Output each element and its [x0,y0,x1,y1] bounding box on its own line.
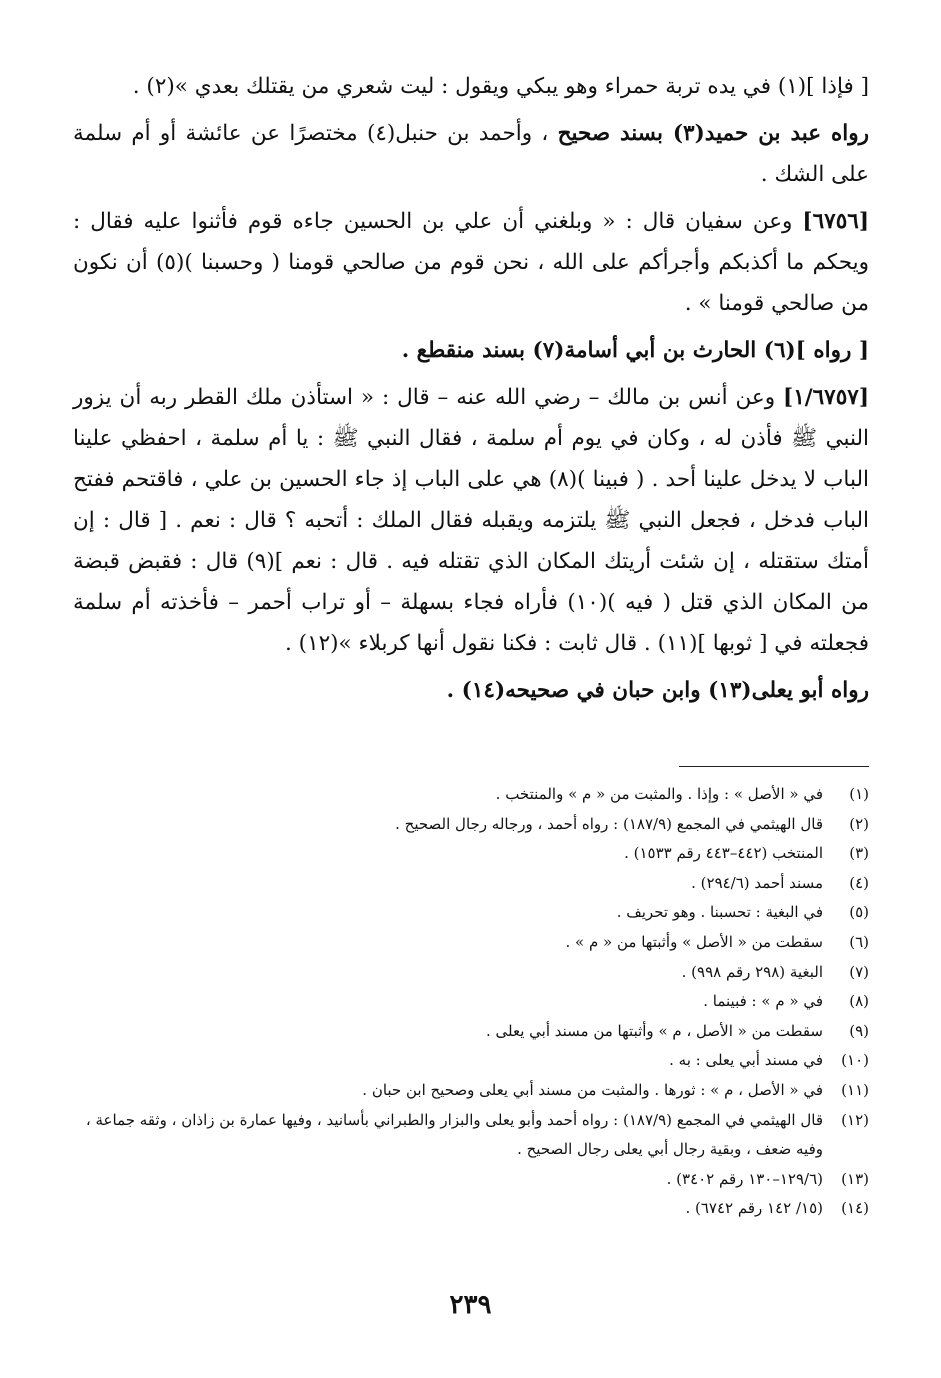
footnote-number: (٨) [849,992,869,1011]
footnote-text: في البغية : تحسبنا . وهو تحريف . [616,903,823,922]
footnote-text: (١٥/ ١٤٢ رقم ٦٧٤٢) . [685,1199,823,1218]
footnote [73,1076,869,1106]
hadith-number-6756: [٦٧٥٦] [802,209,869,234]
hadith-6756-text: وعن سفيان قال : « وبلغني أن علي بن الحسين جاءه قوم فأثنوا عليه فقال : ويحكم ما أكذبكم وأجرأكم على الله ، نحن قوم من صالحي قومنا ( وحسبنا )(٥) أن نكون من صالحي قومنا » . [73,209,869,316]
footnote-text: (١٢٩/٦–١٣٠ رقم ٣٤٠٢) . [666,1169,823,1188]
footnote-text: في « الأصل » : وإذا . والمثبت من « م » والمنتخب . [495,785,823,803]
footnote-text: في مسند أبي يعلى : به . [669,1051,823,1070]
footnote-text: قال الهيثمي في المجمع (١٨٧/٩) : رواه أحمد ، ورجاله رجال الصحيح . [395,814,823,833]
page-number: ٢٣٩ [449,1290,492,1320]
footnote-number: (٦) [849,932,869,951]
hadith-6757-text: وعن أنس بن مالك – رضي الله عنه – قال : « استأذن ملك القطر ربه أن يزور النبي ﷺ فأذن له ، وكان في يوم أم سلمة ، فقال النبي ﷺ : يا أم سلمة ، احفظي علينا الباب لا يدخل علينا أحد . ( فبينا )(٨) هي على الباب إذ جاء الحسين بن علي ، فاقتحم ففتح الباب فدخل ، فجعل النبي ﷺ يلتزمه ويقبله فقال الملك : أتحبه ؟ قال : نعم . [ قال : إن أمتك ستقتله ، إن شئت أريتك المكان الذي تقتله فيه . قال : نعم ](٩) قال : فقبض قبضة من المكان الذي قتل ( فيه )(١٠) فأراه فجاء بسهلة – أو تراب أحمر – فأخذته أم سلمة فجعلته في [ ثوبها ](١١) . قال ثابت : فكنا نقول أنها كربلاء »(١٢) . [73,385,869,656]
footnote [73,869,869,899]
citation-harith: [ رواه ](٦) الحارث بن أبي أسامة(٧) بسند منقطع . [401,338,869,363]
footnote [73,839,869,869]
footnote [73,898,869,928]
footnote-number: (٤) [849,873,869,892]
footnote-text: في « الأصل ، م » : ثورها . والمثبت من مسند أبي يعلى وصحيح ابن حبان . [362,1080,823,1099]
footnote-number: (١٢) [841,1110,869,1129]
footnote-number: (٥) [849,903,869,922]
paragraph-2-text: ، وأحمد بن حنبل(٤) مختصرًا عن عائشة أو أم سلمة على الشك . [73,121,869,187]
footnote [73,810,869,840]
citation-abu-yala: رواه أبو يعلى(١٣) وابن حبان في صحيحه(١٤) . [446,678,869,703]
hadith-6756 [73,201,869,324]
footnote-text: قال الهيثمي في المجمع (١٨٧/٩) : رواه أحمد وأبو يعلى والبزار والطبراني بأسانيد ، وفيها عمارة بن زاذان ، وثقه جماعة ، وفيه ضعف ، وبقية رجال أبي يعلى رجال الصحيح . [85,1110,823,1159]
footnotes [73,780,869,1224]
footnote-text: المنتخب (٤٤٢–٤٤٣ رقم ١٥٣٣) . [624,844,823,863]
footnote [73,780,869,810]
hadith-6757 [73,377,869,664]
paragraph-1: [ فإذا ](١) في يده تربة حمراء وهو يبكي ويقول : ليت شعري من يقتلك بعدي »(٢) . [132,74,869,99]
footnote [73,928,869,958]
footnote-divider [679,766,869,767]
footnote [73,987,869,1017]
footnote-text: البغية (٢٩٨ رقم ٩٩٨) . [681,962,823,981]
footnote-number: (٢) [849,814,869,833]
footnote-text: سقطت من « الأصل » وأثبتها من « م » . [565,932,823,951]
footnote-number: (١٣) [841,1169,869,1188]
footnote [73,958,869,988]
footnote-number: (٧) [849,962,869,981]
footnote-number: (١١) [841,1080,869,1099]
footnote [73,1106,869,1165]
footnote-number: (١) [849,785,869,803]
footnote-number: (١٠) [841,1051,869,1070]
footnote-text: سقطت من « الأصل ، م » وأثبتها من مسند أبي يعلى . [485,1021,823,1040]
footnote-number: (٣) [849,844,869,863]
main-text [73,66,869,717]
footnote-number: (١٤) [841,1199,869,1218]
hadith-number-6757: [١/٦٧٥٧] [783,385,869,410]
footnote [73,1017,869,1047]
footnote-text: مسند أحمد (٢٩٤/٦) . [691,873,823,892]
footnote-text: في « م » : فبينما . [703,992,823,1011]
footnote [73,1046,869,1076]
footnote [73,1194,869,1224]
footnote-number: (٩) [849,1021,869,1040]
footnote [73,1165,869,1195]
paragraph-2 [73,113,869,195]
citation-abd-bin-humaid: رواه عبد بن حميد(٣) بسند صحيح [557,121,869,146]
